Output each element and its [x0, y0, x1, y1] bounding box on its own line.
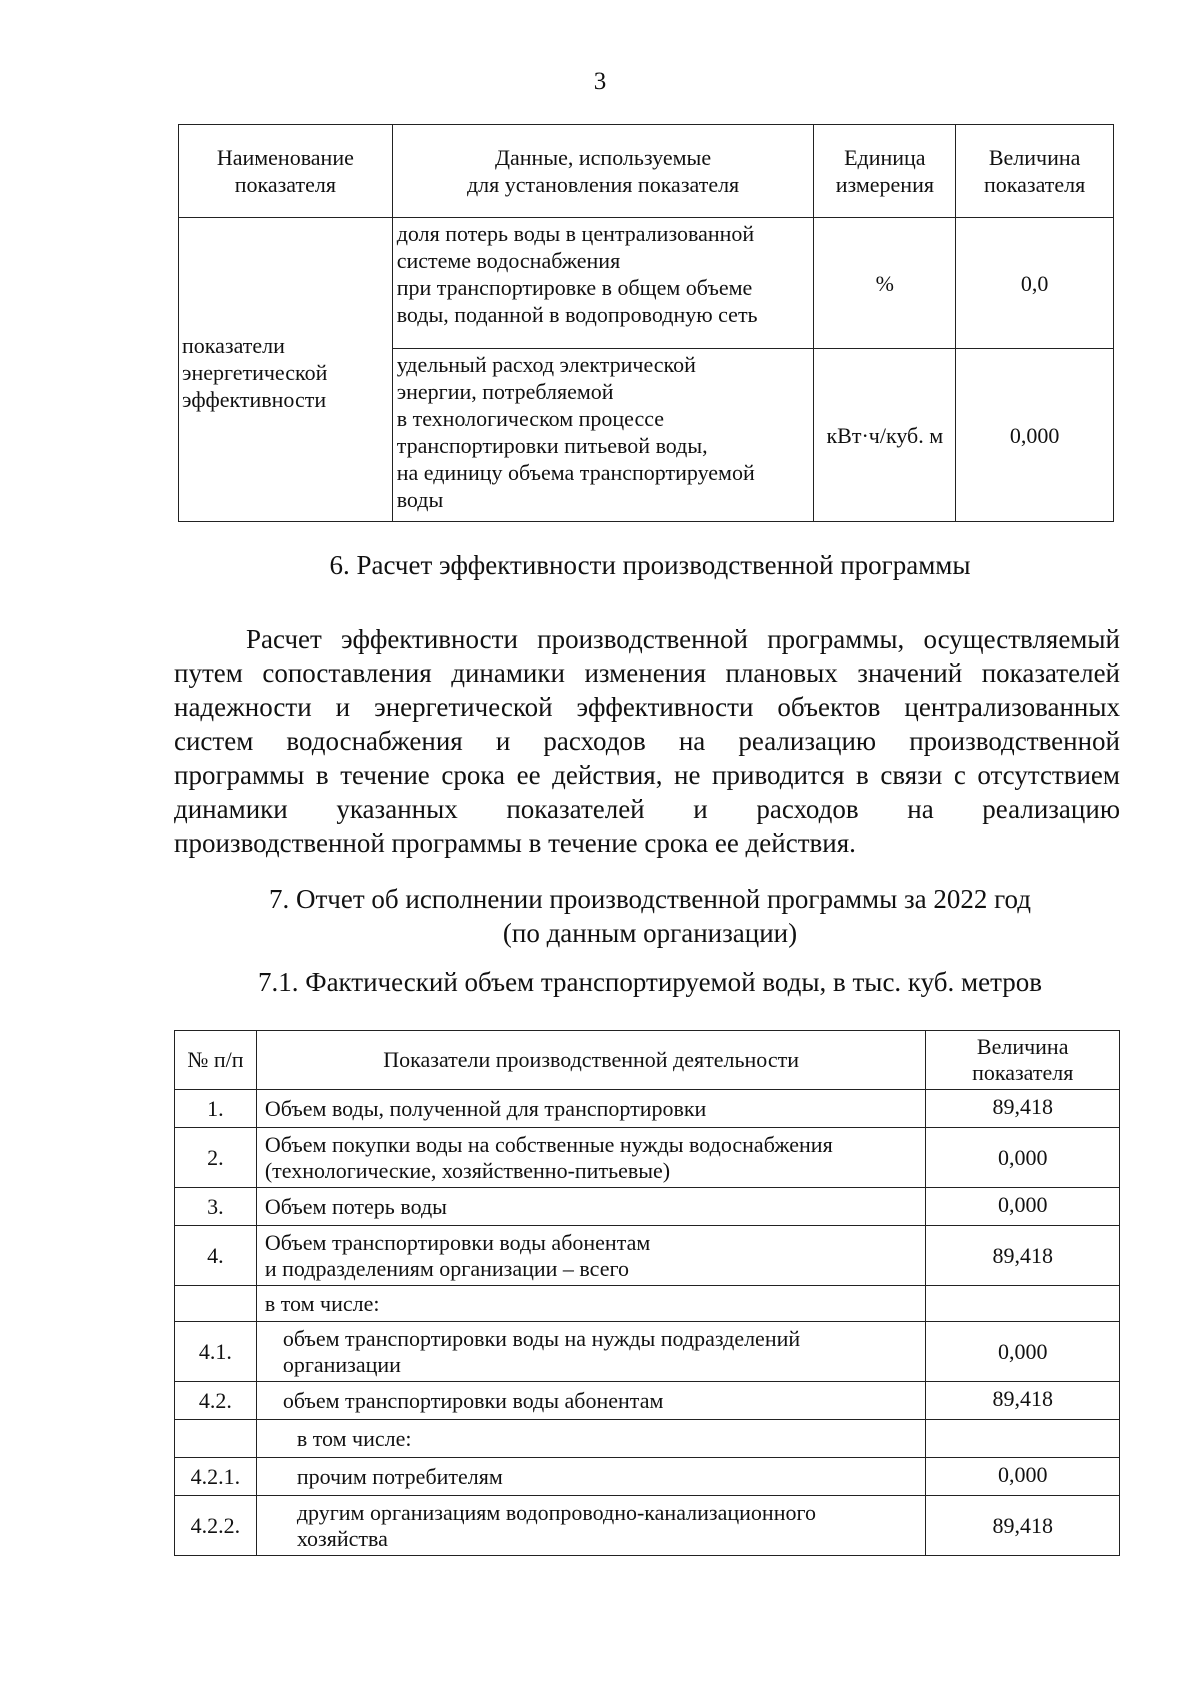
section-7-title: 7. Отчет об исполнении производственной программы за 2022 год (по данным организации) [268, 884, 1032, 948]
table-row [175, 1090, 1120, 1128]
header-unit: Единица измерения [814, 125, 956, 218]
row-number: 4. [175, 1226, 257, 1286]
table-row [179, 218, 1114, 349]
section-6-title: 6. Расчет эффективности производственной программы [329, 550, 971, 580]
indicators-table [178, 124, 1114, 522]
row-value: 0,000 [926, 1128, 1120, 1188]
indicator-description: удельный расход электрической энергии, потребляемой в технологическом процессе транспортировки питьевой воды, на единицу объема транспортируемой воды [392, 349, 814, 522]
table-row [175, 1128, 1120, 1188]
header-activity-indicators: Показатели производственной деятельности [256, 1031, 926, 1090]
water-volume-header-row [175, 1031, 1120, 1090]
water-volume-table [174, 1030, 1120, 1556]
row-label: Объем транспортировки воды абонентам и подразделениям организации – всего [256, 1226, 926, 1286]
indicators-table-header-row [179, 125, 1114, 218]
indicator-category: показатели энергетической эффективности [179, 218, 393, 522]
row-value: 89,418 [926, 1382, 1120, 1420]
row-number: 1. [175, 1090, 257, 1128]
row-label: Объем покупки воды на собственные нужды водоснабжения (технологические, хозяйственно-питьевые) [256, 1128, 926, 1188]
row-value [926, 1286, 1120, 1322]
row-number: 2. [175, 1128, 257, 1188]
page-number: 3 [593, 68, 607, 95]
section-7-1-subtitle: 7.1. Фактический объем транспортируемой воды, в тыс. куб. метров [257, 967, 1042, 997]
row-label: в том числе: [256, 1286, 926, 1322]
table-row [175, 1286, 1120, 1322]
row-value: 0,000 [926, 1188, 1120, 1226]
header-indicator-value: Величина показателя [926, 1031, 1120, 1090]
row-label: Объем воды, полученной для транспортировки [256, 1090, 926, 1128]
row-number [175, 1420, 257, 1458]
row-label: объем транспортировки воды абонентам [256, 1382, 926, 1420]
row-number: 3. [175, 1188, 257, 1226]
indicator-value: 0,0 [956, 218, 1114, 349]
table-row [175, 1458, 1120, 1496]
table-row [175, 1382, 1120, 1420]
indicator-value: 0,000 [956, 349, 1114, 522]
table-row [175, 1420, 1120, 1458]
table-row [175, 1226, 1120, 1286]
indicator-description: доля потерь воды в централизованной системе водоснабжения при транспортировке в общем объеме воды, поданной в водопроводную сеть [392, 218, 814, 349]
indicator-unit: % [814, 218, 956, 349]
indicator-unit: кВт·ч/куб. м [814, 349, 956, 522]
row-number: 4.2. [175, 1382, 257, 1420]
row-number: 4.1. [175, 1322, 257, 1382]
row-value: 89,418 [926, 1496, 1120, 1556]
header-row-number: № п/п [175, 1031, 257, 1090]
row-value: 0,000 [926, 1322, 1120, 1382]
row-number [175, 1286, 257, 1322]
row-value: 0,000 [926, 1458, 1120, 1496]
row-label: в том числе: [256, 1420, 926, 1458]
row-label: другим организациям водопроводно-канализационного хозяйства [256, 1496, 926, 1556]
table-row [175, 1188, 1120, 1226]
row-label: Объем потерь воды [256, 1188, 926, 1226]
row-label: объем транспортировки воды на нужды подразделений организации [256, 1322, 926, 1382]
row-label: прочим потребителям [256, 1458, 926, 1496]
row-value [926, 1420, 1120, 1458]
header-value: Величина показателя [956, 125, 1114, 218]
row-number: 4.2.1. [175, 1458, 257, 1496]
header-data-used: Данные, используемые для установления показателя [392, 125, 814, 218]
row-value: 89,418 [926, 1090, 1120, 1128]
row-value: 89,418 [926, 1226, 1120, 1286]
section-6-paragraph: Расчет эффективности производственной программы, осуществляемый путем сопоставления динамики изменения плановых значений показателей надежности и энергетической эффективности объектов централизованных систем водоснабжения и расходов на реализацию производственной программы в течение срока ее действия, не приводится в связи с отсутствием динамики указанных показателей и расходов на реализацию производственной программы в течение срока ее действия. [174, 624, 1120, 858]
table-row [175, 1322, 1120, 1382]
row-number: 4.2.2. [175, 1496, 257, 1556]
table-row [175, 1496, 1120, 1556]
header-indicator-name: Наименование показателя [179, 125, 393, 218]
